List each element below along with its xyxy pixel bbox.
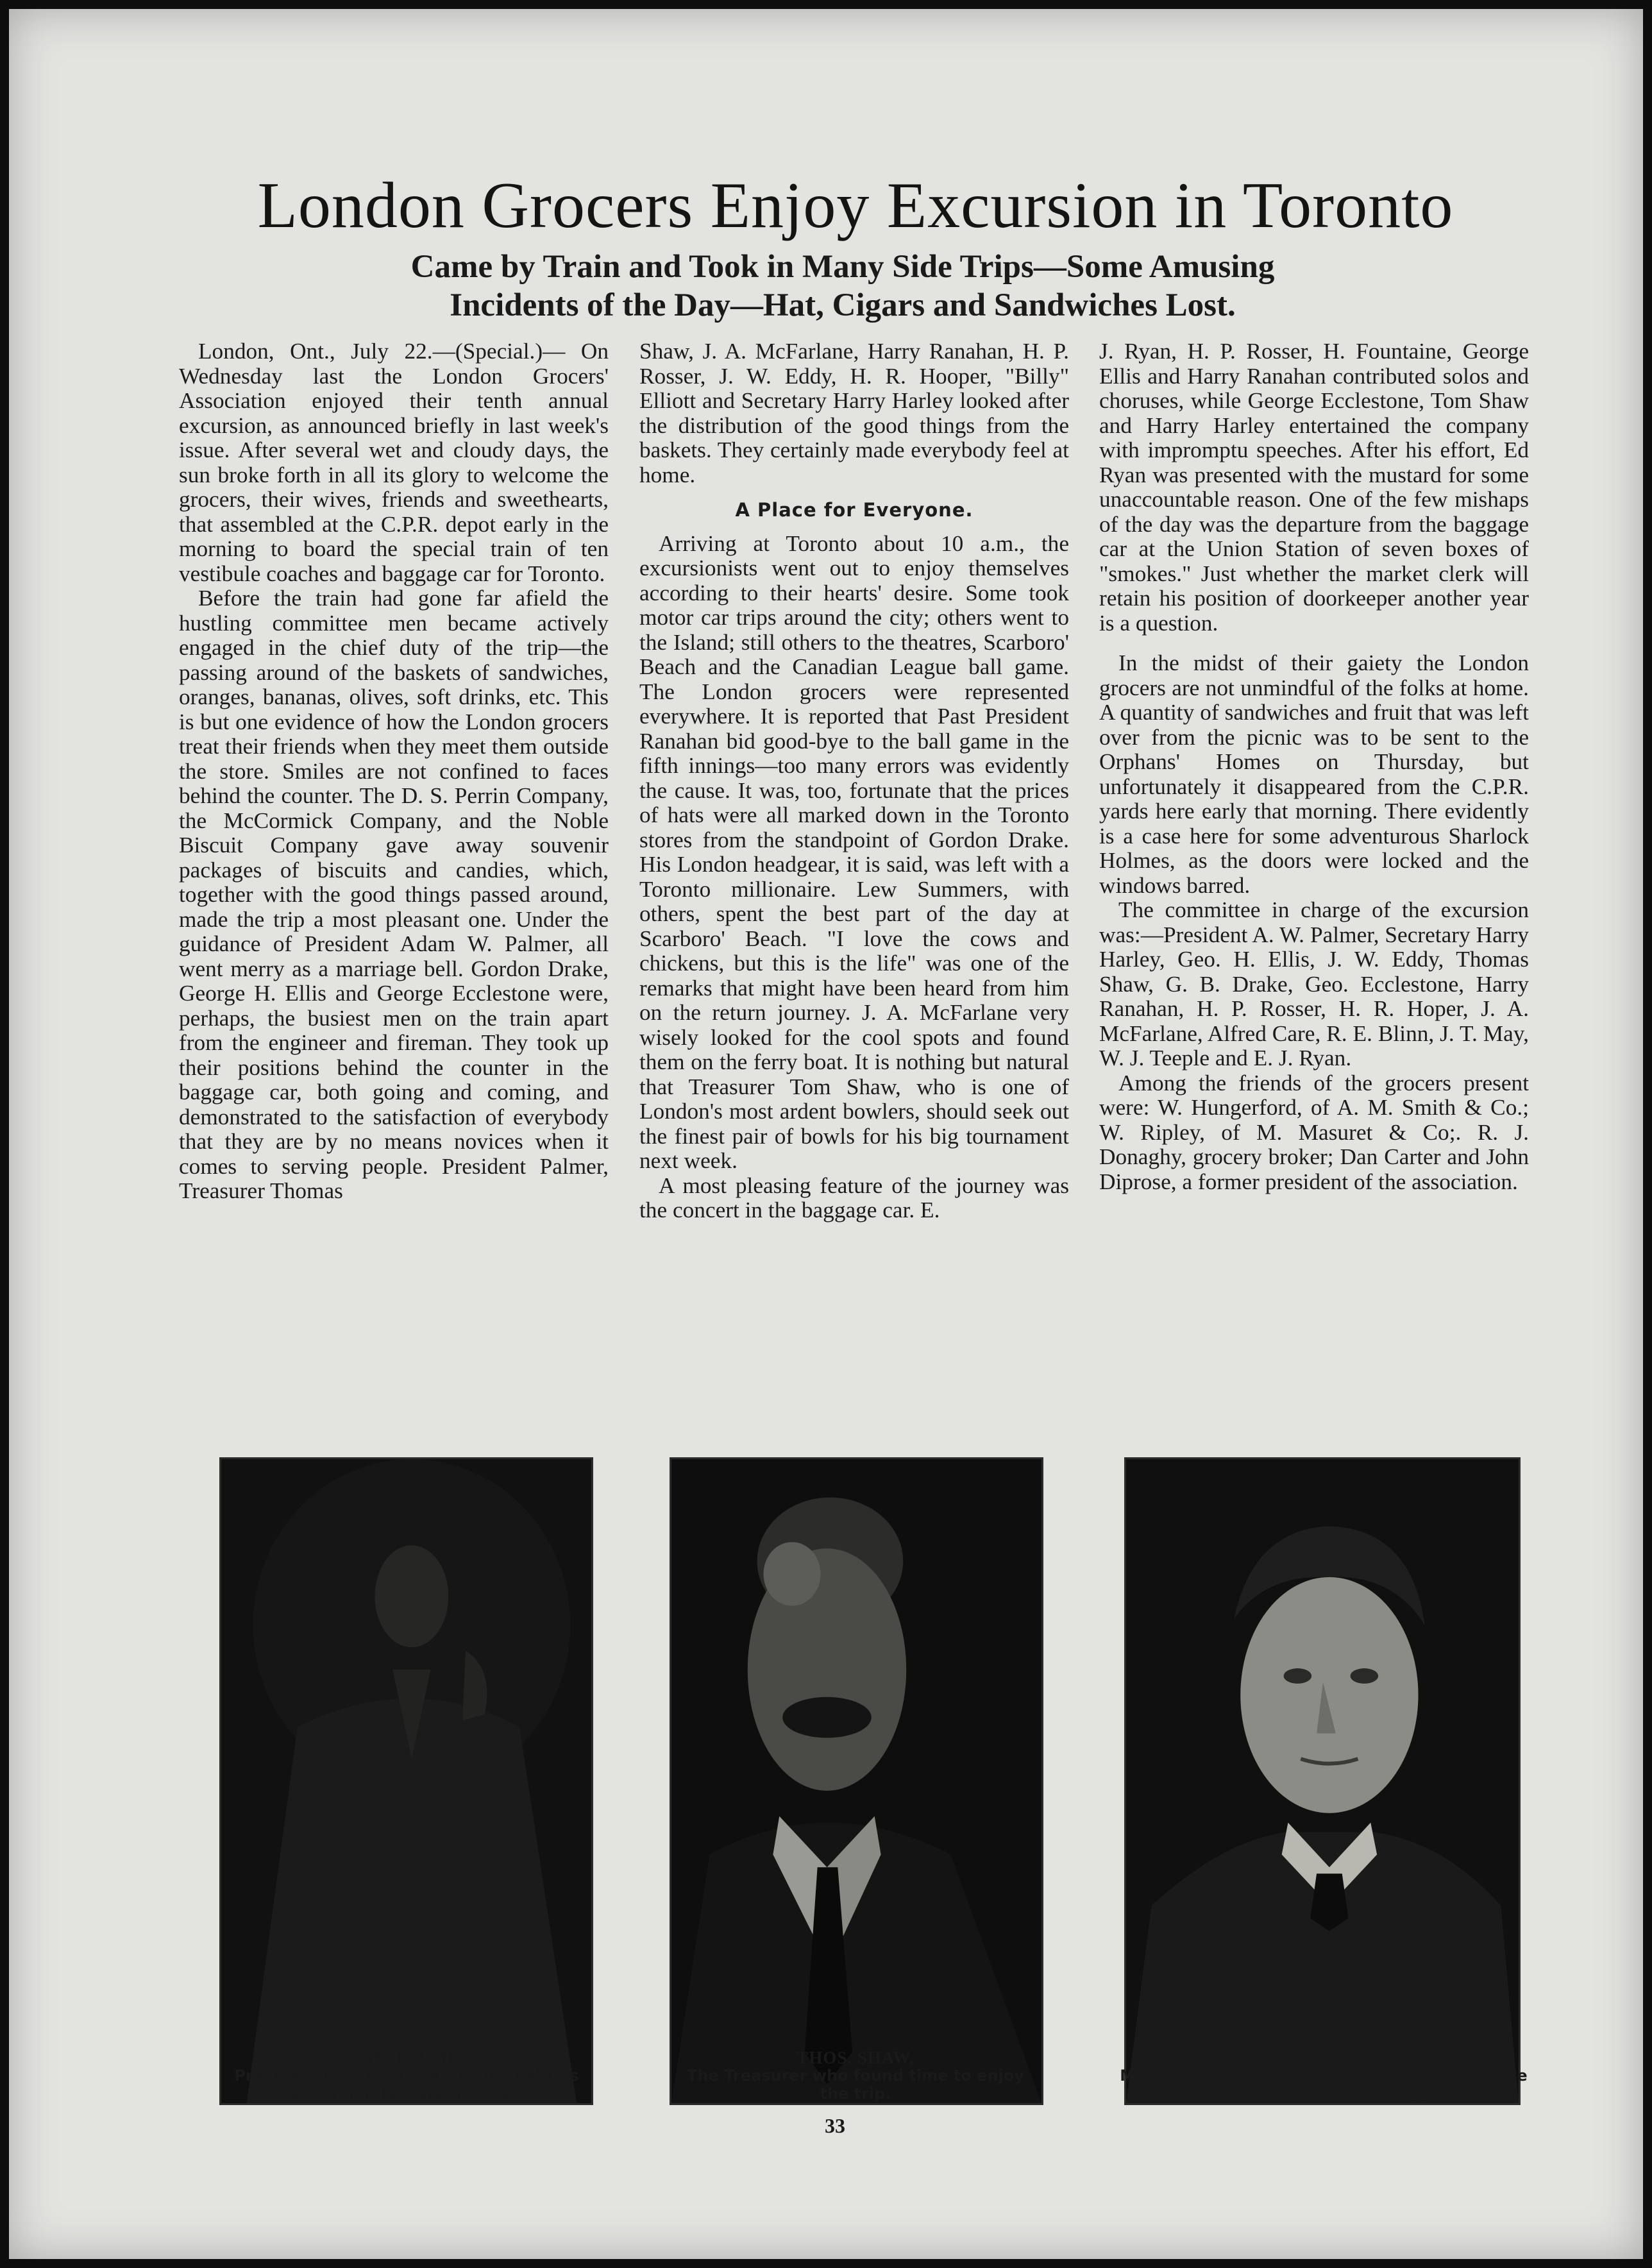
caption-text: behind the counter in the baggage car.: [1154, 2085, 1493, 2103]
caption-text: the trip.: [820, 2085, 891, 2103]
paragraph: Arriving at Toronto about 10 a.m., the excursionists went out to enjoy themselves according to their hearts' desire. Some took motor car trips around the city; others went to the Island; still others to the theatres, Scarboro' Beach and the Canadian League ball game. The London grocers were represented everywhere. It is reported that Past President Ranahan bid good-bye to the ball game in the fifth innings—too many errors was evidently the cause. It was, too, fortunate that the prices of hats were all marked down in the Toronto stores from the standpoint of Gordon Drake. His London headgear, it is said, was left with a Toronto millionaire. Lew Summers, with others, spent the best part of the day at Scarboro' Beach. "I love the cows and chickens, but this is the life" was one of the remarks that might have been heard from him on the return journey. J. A. McFarlane very wisely looked for the cool spots and found them on the ferry boat. It is nothing but natural that Treasurer Tom Shaw, who is one of London's most ardent bowlers, should seek out the finest pair of bowls for his big tournament next week.: [639, 530, 1069, 1173]
portrait-photo-drake: [1124, 1457, 1521, 2105]
portrait-image: [671, 1459, 1041, 2103]
caption-name: G. B. DRAKE,: [1265, 2048, 1383, 2067]
portrait-photo-shaw: [670, 1457, 1043, 2105]
article-headline: London Grocers Enjoy Excursion in Toronto: [257, 169, 1454, 242]
paragraph: Before the train had gone far afield the hustling committee men became actively engaged in the chief duty of the trip—the passing around of the baskets of sandwiches, oranges, bananas, olives, soft drinks, etc. This is but one evidence of how the London grocers treat their friends when they meet them outside the store. Smiles are not confined to faces behind the counter. The D. S. Perrin Company, the McCormick Company, and the Noble Biscuit Company gave away souvenir packages of biscuits and candies, which, together with the good things passed around, made the trip a most pleasant one. Under the guidance of President Adam W. Palmer, all went merry as a marriage bell. Gordon Drake, George H. Ellis and George Ecclestone were, perhaps, the busiest men on the train apart from the engineer and fireman. They took up their positions behind the counter in the baggage car, both going and coming, and demonstrated to the satisfaction of everybody that they are by no means novices when it comes to serving people. President Palmer, Treasurer Thomas: [179, 586, 609, 1203]
caption-name: THOS. SHAW,: [796, 2048, 914, 2067]
caption-text: President London R.G.A., which held its: [234, 2067, 579, 2085]
caption-text: The Treasurer who found time to enjoy: [687, 2067, 1024, 2085]
subhead-line: Came by Train and Took in Many Side Trips—Some Amusing: [410, 249, 1275, 285]
paragraph: London, Ont., July 22.—(Special.)— On Wednesday last the London Grocers' Association enjoyed their tenth annual excursion, as announced briefly in last week's issue. After several wet and cloudy days, the sun broke forth in all its glory to welcome the grocers, their wives, friends and sweethearts, that assembled at the C.P.R. depot early in the morning to board the special train of ten vestibule coaches and baggage car for Toronto.: [179, 339, 609, 586]
photo-caption-palmer: [150, 2049, 663, 2103]
portrait-photo-palmer: [219, 1457, 593, 2105]
paragraph: The committee in charge of the excursion was:—President A. W. Palmer, Secretary Harry Harley, Geo. H. Ellis, J. W. Eddy, Thomas Shaw, G. B. Drake, Geo. Ecclestone, Harry Ranahan, H. P. Rosser, H. R. Hoper, J. A. McFarlane, Alfred Care, R. E. Blinn, J. T. May, W. J. Teeple and E. J. Ryan.: [1099, 897, 1529, 1071]
photo-caption-shaw: [599, 2049, 1112, 2103]
article-subhead: [330, 248, 1356, 325]
text-column-3: [1099, 339, 1529, 1194]
portrait-image: [1126, 1459, 1519, 2103]
paragraph: Among the friends of the grocers present were: W. Hungerford, of A. M. Smith & Co.; W. Ripley, of M. Masuret & Co;. R. J. Donaghy, grocery broker; Dan Carter and John Diprose, a former president of the association.: [1099, 1070, 1529, 1194]
caption-name: ADAM PALMER,: [334, 2048, 479, 2067]
page-number: 33: [825, 2114, 845, 2137]
text-column-2: [639, 339, 1069, 1223]
text-column-1: [179, 339, 609, 1204]
photo-caption-drake: [1067, 2049, 1580, 2103]
caption-text: excursion last Wednesday.: [291, 2085, 522, 2103]
paragraph: A most pleasing feature of the journey was the concert in the baggage car. E.: [639, 1172, 1069, 1223]
paragraph: J. Ryan, H. P. Rosser, H. Fountaine, George Ellis and Harry Ranahan contributed solos and choruses, while George Ecclestone, Tom Shaw and Harry Harley entertained the company with impromptu speeches. After his effort, Ed Ryan was presented with the mustard for some unaccountable reason. One of the few mishaps of the day was the departure from the baggage car at the Union Station of seven boxes of "smokes." Just whether the market clerk will retain his position of doorkeeper another year is a question.: [1099, 339, 1529, 636]
section-heading: A Place for Everyone.: [735, 499, 973, 521]
paragraph: Shaw, J. A. McFarlane, Harry Ranahan, H. P. Rosser, J. W. Eddy, H. R. Hooper, "Billy" Elliott and Secretary Harry Harley looked after the distribution of the good things from the baskets. They certainly made everybody feel at home.: [639, 339, 1069, 487]
paragraph: In the midst of their gaiety the London grocers are not unmindful of the folks at home. A quantity of sandwiches and fruit that was left over from the picnic was to be sent to the Orphans' Homes on Thursday, but unfortunately it disappeared from the C.P.R. yards here early that morning. There evidently is a case here for some adventurous Sharlock Holmes, as the doors were locked and the windows barred.: [1099, 650, 1529, 898]
subhead-line: Incidents of the Day—Hat, Cigars and Sandwiches Lost.: [450, 287, 1236, 323]
portrait-image: [221, 1459, 591, 2103]
caption-text: Member of the committee who helped to serve: [1120, 2067, 1528, 2085]
